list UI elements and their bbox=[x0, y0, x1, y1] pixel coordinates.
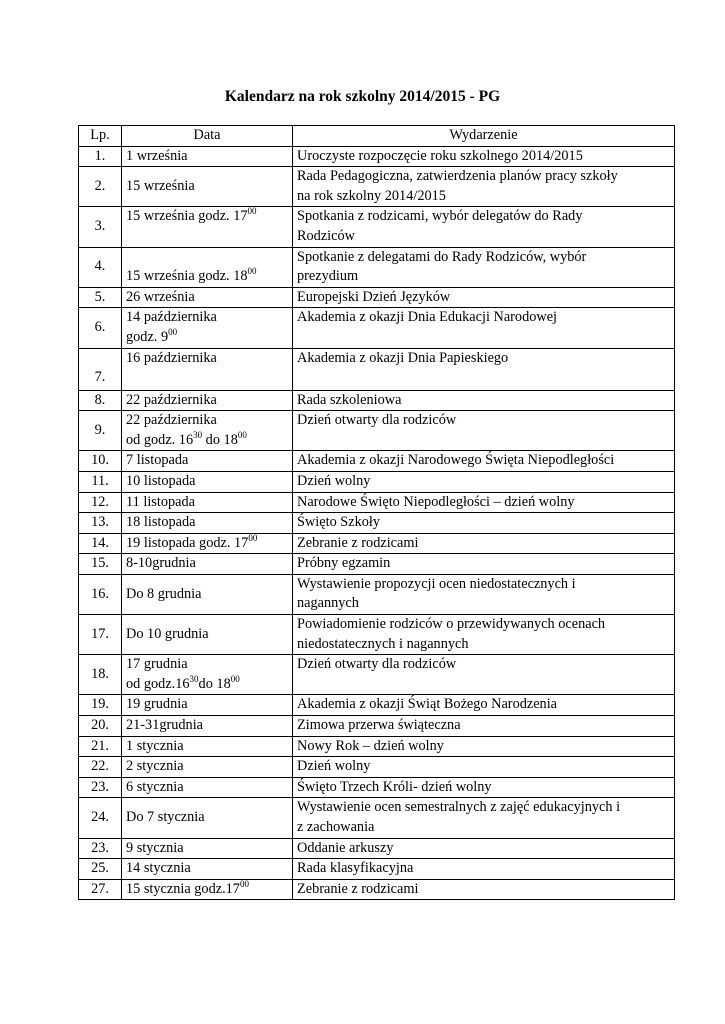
row-number: 12. bbox=[79, 492, 122, 513]
row-event: Europejski Dzień Języków bbox=[293, 287, 675, 308]
row-event: Nowy Rok – dzień wolny bbox=[293, 736, 675, 757]
row-date: Do 10 grudnia bbox=[122, 615, 293, 655]
date-text: do 18 bbox=[198, 675, 231, 692]
time-superscript: 00 bbox=[248, 532, 258, 543]
row-date: 7 listopada bbox=[122, 451, 293, 472]
row-number: 17. bbox=[79, 615, 122, 655]
table-row bbox=[79, 492, 675, 513]
row-date: 18 listopada bbox=[122, 513, 293, 534]
row-date: 11 listopada bbox=[122, 492, 293, 513]
row-number: 15. bbox=[79, 554, 122, 575]
row-number: 10. bbox=[79, 451, 122, 472]
date-text: od godz.16 bbox=[126, 675, 190, 692]
table-row bbox=[79, 695, 675, 716]
table-row bbox=[79, 554, 675, 575]
date-text: do 18 bbox=[202, 431, 238, 448]
event-line: Spotkania z rodzicami, wybór delegatów do Rady bbox=[297, 208, 583, 225]
table-row bbox=[79, 655, 675, 695]
time-superscript: 30 bbox=[189, 673, 199, 684]
row-date: 14 stycznia bbox=[122, 859, 293, 880]
table-row bbox=[79, 247, 675, 287]
event-line: Powiadomienie rodziców o przewidywanych ocenach bbox=[297, 616, 606, 633]
row-event bbox=[293, 207, 675, 247]
time-superscript: 00 bbox=[230, 673, 240, 684]
row-number: 7. bbox=[79, 348, 122, 390]
row-event: Dzień wolny bbox=[293, 471, 675, 492]
event-line: Spotkanie z delegatami do Rady Rodziców, wybór bbox=[297, 248, 587, 265]
time-superscript: 30 bbox=[193, 429, 203, 440]
row-event: Akademia z okazji Świąt Bożego Narodzenia bbox=[293, 695, 675, 716]
table-row bbox=[79, 348, 675, 390]
table-row bbox=[79, 411, 675, 451]
date-text: 19 listopada godz. 17 bbox=[126, 534, 249, 551]
row-number: 13. bbox=[79, 513, 122, 534]
row-number: 23. bbox=[79, 838, 122, 859]
column-header-lp: Lp. bbox=[79, 126, 122, 147]
row-date: 8-10grudnia bbox=[122, 554, 293, 575]
row-date: 9 stycznia bbox=[122, 838, 293, 859]
row-number: 24. bbox=[79, 798, 122, 838]
row-date: Do 7 stycznia bbox=[122, 798, 293, 838]
table-row bbox=[79, 838, 675, 859]
row-number: 3. bbox=[79, 207, 122, 247]
row-number: 23. bbox=[79, 777, 122, 798]
row-number: 11. bbox=[79, 471, 122, 492]
table-row bbox=[79, 390, 675, 411]
row-event: Oddanie arkuszy bbox=[293, 838, 675, 859]
table-row bbox=[79, 798, 675, 838]
row-event bbox=[293, 167, 675, 207]
row-event bbox=[293, 798, 675, 838]
row-event: Narodowe Święto Niepodległości – dzień wolny bbox=[293, 492, 675, 513]
column-header-wydarzenie: Wydarzenie bbox=[293, 126, 675, 147]
table-row bbox=[79, 471, 675, 492]
row-date: 22 października bbox=[122, 390, 293, 411]
calendar-table bbox=[78, 125, 675, 900]
event-line: Wystawienie ocen semestralnych z zajęć edukacyjnych i bbox=[297, 799, 621, 816]
row-event: Akademia z okazji Dnia Edukacji Narodowej bbox=[293, 308, 675, 348]
column-header-data: Data bbox=[122, 126, 293, 147]
date-line bbox=[126, 431, 288, 451]
row-number: 16. bbox=[79, 574, 122, 614]
table-row bbox=[79, 167, 675, 207]
date-line: 17 grudnia bbox=[126, 656, 188, 673]
table-row bbox=[79, 146, 675, 167]
row-number: 8. bbox=[79, 390, 122, 411]
row-date: 1 stycznia bbox=[122, 736, 293, 757]
row-event bbox=[293, 247, 675, 287]
event-line: Wystawienie propozycji ocen niedostatecznych i bbox=[297, 575, 576, 592]
row-number: 18. bbox=[79, 655, 122, 695]
row-number: 9. bbox=[79, 411, 122, 451]
row-date bbox=[122, 207, 293, 247]
document-title: Kalendarz na rok szkolny 2014/2015 - PG bbox=[224, 88, 501, 105]
table-row bbox=[79, 533, 675, 554]
row-event: Święto Trzech Króli- dzień wolny bbox=[293, 777, 675, 798]
row-date: 19 grudnia bbox=[122, 695, 293, 716]
table-row bbox=[79, 757, 675, 778]
table-row bbox=[79, 451, 675, 472]
row-date: 26 września bbox=[122, 287, 293, 308]
row-number: 6. bbox=[79, 308, 122, 348]
row-event: Akademia z okazji Narodowego Święta Niepodległości bbox=[293, 451, 675, 472]
date-text: od godz. 16 bbox=[126, 431, 194, 448]
time-superscript: 00 bbox=[237, 429, 247, 440]
row-number: 21. bbox=[79, 736, 122, 757]
row-number: 1. bbox=[79, 146, 122, 167]
row-event: Zebranie z rodzicami bbox=[293, 879, 675, 900]
table-row bbox=[79, 879, 675, 900]
row-date bbox=[122, 879, 293, 900]
row-date: 21-31grudnia bbox=[122, 716, 293, 737]
date-text: godz. 9 bbox=[126, 328, 169, 345]
row-date: Do 8 grudnia bbox=[122, 574, 293, 614]
time-superscript: 00 bbox=[168, 326, 178, 337]
row-event: Zebranie z rodzicami bbox=[293, 533, 675, 554]
row-date bbox=[122, 308, 293, 348]
row-number: 25. bbox=[79, 859, 122, 880]
row-event: Dzień wolny bbox=[293, 757, 675, 778]
date-text: 15 września godz. 18 bbox=[126, 268, 248, 285]
table-row bbox=[79, 859, 675, 880]
table-row bbox=[79, 736, 675, 757]
row-event: Uroczyste rozpoczęcie roku szkolnego 2014/2015 bbox=[293, 146, 675, 167]
table-row bbox=[79, 287, 675, 308]
row-number: 14. bbox=[79, 533, 122, 554]
row-event: Rada szkoleniowa bbox=[293, 390, 675, 411]
row-event: Dzień otwarty dla rodziców bbox=[293, 655, 675, 695]
date-line bbox=[126, 675, 288, 695]
table-row bbox=[79, 777, 675, 798]
row-event: Święto Szkoły bbox=[293, 513, 675, 534]
row-number: 5. bbox=[79, 287, 122, 308]
table-header-row bbox=[79, 126, 675, 147]
event-line: Rada Pedagogiczna, zatwierdzenia planów pracy szkoły bbox=[297, 168, 618, 185]
row-date: 16 października bbox=[122, 348, 293, 390]
date-line: 22 października bbox=[126, 412, 217, 429]
row-event: Rada klasyfikacyjna bbox=[293, 859, 675, 880]
table-row bbox=[79, 615, 675, 655]
event-line: Rodziców bbox=[297, 227, 355, 244]
table-row bbox=[79, 207, 675, 247]
row-event bbox=[293, 574, 675, 614]
date-text: 15 stycznia godz.17 bbox=[126, 880, 240, 897]
row-date: 1 września bbox=[122, 146, 293, 167]
row-date: 10 listopada bbox=[122, 471, 293, 492]
time-superscript: 00 bbox=[239, 878, 249, 889]
row-number: 27. bbox=[79, 879, 122, 900]
row-number: 20. bbox=[79, 716, 122, 737]
row-number: 19. bbox=[79, 695, 122, 716]
row-event: Dzień otwarty dla rodziców bbox=[293, 411, 675, 451]
row-event: Akademia z okazji Dnia Papieskiego bbox=[293, 348, 675, 390]
event-line: nagannych bbox=[297, 595, 359, 612]
date-line: 14 października bbox=[126, 309, 217, 326]
row-date bbox=[122, 533, 293, 554]
row-number: 2. bbox=[79, 167, 122, 207]
event-line: na rok szkolny 2014/2015 bbox=[297, 187, 446, 204]
table-row bbox=[79, 308, 675, 348]
row-number: 4. bbox=[79, 247, 122, 287]
date-text: 15 września godz. 17 bbox=[126, 208, 248, 225]
time-superscript: 00 bbox=[247, 266, 257, 277]
table-row bbox=[79, 716, 675, 737]
event-line: niedostatecznych i nagannych bbox=[297, 635, 469, 652]
date-line bbox=[126, 328, 288, 348]
event-line: prezydium bbox=[297, 268, 359, 285]
row-date: 2 stycznia bbox=[122, 757, 293, 778]
event-line: z zachowania bbox=[297, 819, 375, 835]
row-date bbox=[122, 247, 293, 287]
table-row bbox=[79, 574, 675, 614]
row-date bbox=[122, 655, 293, 695]
table-row bbox=[79, 513, 675, 534]
row-date: 15 września bbox=[122, 167, 293, 207]
row-date: 6 stycznia bbox=[122, 777, 293, 798]
row-event: Próbny egzamin bbox=[293, 554, 675, 575]
row-event: Zimowa przerwa świąteczna bbox=[293, 716, 675, 737]
row-date bbox=[122, 411, 293, 451]
time-superscript: 00 bbox=[247, 206, 257, 217]
row-event bbox=[293, 615, 675, 655]
row-number: 22. bbox=[79, 757, 122, 778]
